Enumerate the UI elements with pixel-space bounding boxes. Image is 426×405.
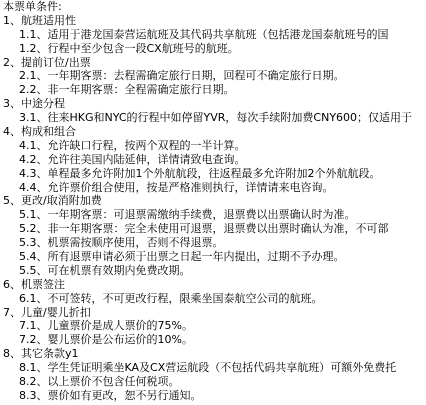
condition-item: 1.2、行程中至少包含一段CX航班号的航班。 [19, 41, 239, 55]
condition-item: 5.4、所有退票申请必须于出票之日起一年内提出，过期不予办理。 [19, 250, 345, 264]
condition-item: 2.2、非一年期客票：全程需确定旅行日期。 [19, 83, 235, 97]
section-heading-combinations: 4、构成和组合 [3, 125, 76, 138]
condition-item: 5.3、机票需按顺序使用，否则不得退票。 [19, 236, 224, 250]
condition-item: 8.2、以上票价不包含任何税项。 [19, 375, 180, 389]
section-heading-other-terms: 8、其它条款y1 [3, 347, 79, 361]
condition-item: 6.1、不可签转，不可更改行程，限乘坐国泰航空公司的航班。 [19, 291, 323, 305]
section-heading-change-cancel-fees: 5、更改/取消附加费 [3, 194, 102, 208]
condition-item: 5.2、非一年期客票：完全未使用可退票，退票费以出票时确认为准，不可部 [19, 222, 389, 236]
condition-item: 8.3、票价如有更改，恕不另行通知。 [19, 388, 202, 402]
condition-item: 8.1、学生凭证明乘坐KA及CX营运航段（不包括代码共享航班）可额外免费托 [19, 361, 397, 375]
section-heading-booking-ticketing: 2、提前订位/出票 [3, 55, 91, 69]
condition-item: 5.5、可在机票有效期内免费改期。 [19, 263, 191, 277]
document-title: 本票单条件: [3, 0, 62, 13]
condition-item: 1.1、适用于港龙国泰营运航班及其代码共享航班（包括港龙国泰航班号的国 [19, 27, 389, 41]
condition-item: 3.1、往来HKG和NYC的行程中如停留YVR，每次手续附加费CNY600；仅适用于 [19, 111, 413, 125]
section-heading-child-infant-discount: 7、儿童/婴儿折扣 [3, 305, 91, 319]
condition-item: 7.1、儿童票价是成人票价的75%。 [19, 319, 193, 333]
condition-item: 4.3、单程最多允许附加1个外航航段，往返程最多允许附加2个外航航段。 [19, 166, 381, 180]
section-heading-flight-applicability: 1、航班适用性 [3, 13, 76, 27]
section-heading-endorsement: 6、机票签注 [3, 277, 65, 291]
condition-item: 4.1、允许缺口行程，按两个双程的一半计算。 [19, 138, 246, 152]
condition-item: 4.4、允许票价组合使用，按是严格准则执行，详情请来电咨询。 [19, 180, 334, 194]
condition-item: 5.1、一年期客票：可退票需缴纳手续费，退票费以出票确认时为准。 [19, 208, 356, 222]
section-heading-stopover: 3、中途分程 [3, 97, 65, 111]
condition-item: 4.2、允许往美国内陆延伸，详情请致电查询。 [19, 152, 246, 166]
condition-item: 7.2、婴儿票价是公布运价的10%。 [19, 333, 193, 347]
condition-item: 2.1、一年期客票：去程需确定旅行日期，回程可不确定旅行日期。 [19, 69, 345, 83]
